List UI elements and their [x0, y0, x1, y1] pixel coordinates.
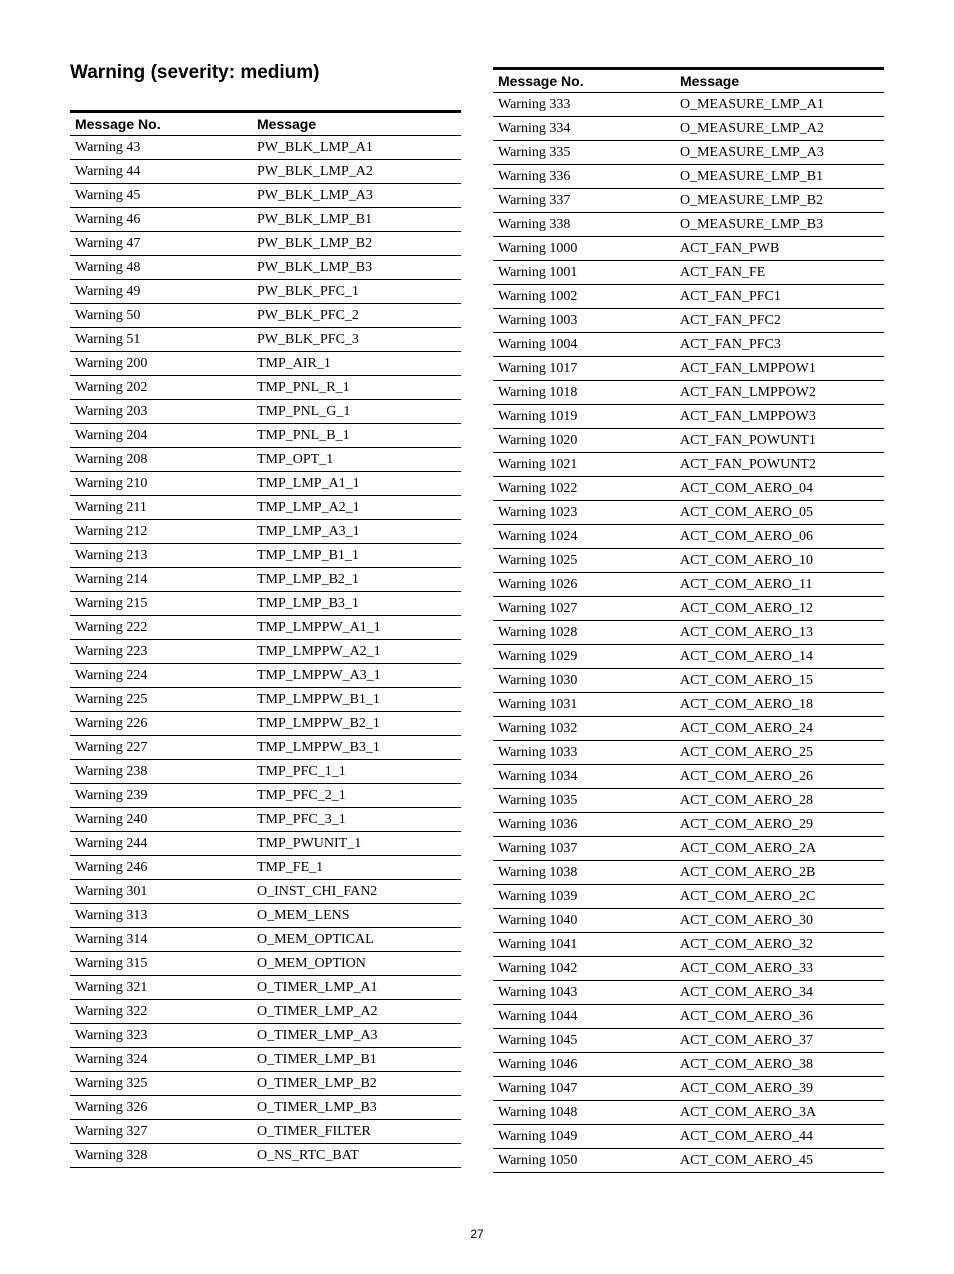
warning-table-right: [493, 67, 884, 1173]
message-no-cell: Warning 1041: [493, 933, 675, 957]
table-row: [70, 184, 461, 208]
table-row: [70, 832, 461, 856]
table-row: [70, 448, 461, 472]
message-no-cell: Warning 1037: [493, 837, 675, 861]
table-row: [493, 549, 884, 573]
message-no-cell: Warning 1043: [493, 981, 675, 1005]
message-cell: TMP_AIR_1: [252, 352, 461, 376]
table-row: [493, 405, 884, 429]
message-cell: ACT_COM_AERO_32: [675, 933, 884, 957]
table-row: [70, 1048, 461, 1072]
message-no-cell: Warning 333: [493, 93, 675, 117]
table-row: [493, 525, 884, 549]
table-row: [70, 904, 461, 928]
table-row: [70, 592, 461, 616]
message-cell: TMP_PWUNIT_1: [252, 832, 461, 856]
message-cell: ACT_COM_AERO_2B: [675, 861, 884, 885]
message-cell: ACT_COM_AERO_05: [675, 501, 884, 525]
message-cell: ACT_FAN_PFC2: [675, 309, 884, 333]
message-no-cell: Warning 1031: [493, 693, 675, 717]
message-no-cell: Warning 51: [70, 328, 252, 352]
message-cell: ACT_COM_AERO_30: [675, 909, 884, 933]
message-no-cell: Warning 335: [493, 141, 675, 165]
table-row: [493, 501, 884, 525]
table-row: [493, 645, 884, 669]
message-no-cell: Warning 226: [70, 712, 252, 736]
table-row: [493, 597, 884, 621]
message-cell: TMP_LMPPW_B1_1: [252, 688, 461, 712]
message-cell: ACT_FAN_POWUNT2: [675, 453, 884, 477]
table-body: [493, 93, 884, 1173]
message-no-cell: Warning 1019: [493, 405, 675, 429]
table-row: [70, 328, 461, 352]
table-row: [70, 1000, 461, 1024]
message-no-cell: Warning 323: [70, 1024, 252, 1048]
message-cell: TMP_LMP_B3_1: [252, 592, 461, 616]
page-number: 27: [470, 1227, 484, 1241]
message-cell: ACT_COM_AERO_36: [675, 1005, 884, 1029]
message-no-cell: Warning 334: [493, 117, 675, 141]
message-cell: TMP_PFC_3_1: [252, 808, 461, 832]
message-no-cell: Warning 1017: [493, 357, 675, 381]
message-no-cell: Warning 44: [70, 160, 252, 184]
table-row: [70, 376, 461, 400]
table-row: [493, 1125, 884, 1149]
table-row: [70, 640, 461, 664]
table-row: [493, 813, 884, 837]
table-row: [70, 736, 461, 760]
message-no-cell: Warning 208: [70, 448, 252, 472]
message-no-cell: Warning 50: [70, 304, 252, 328]
message-cell: ACT_COM_AERO_45: [675, 1149, 884, 1173]
table-row: [70, 496, 461, 520]
message-no-cell: Warning 211: [70, 496, 252, 520]
message-cell: ACT_COM_AERO_11: [675, 573, 884, 597]
section-title: Warning (severity: medium): [70, 62, 320, 83]
message-cell: TMP_FE_1: [252, 856, 461, 880]
message-cell: ACT_COM_AERO_29: [675, 813, 884, 837]
table-row: [70, 520, 461, 544]
table-row: [493, 717, 884, 741]
message-no-cell: Warning 326: [70, 1096, 252, 1120]
table-row: [70, 208, 461, 232]
message-cell: TMP_LMPPW_B2_1: [252, 712, 461, 736]
message-cell: TMP_LMPPW_A2_1: [252, 640, 461, 664]
message-cell: PW_BLK_LMP_B3: [252, 256, 461, 280]
table-row: [493, 237, 884, 261]
table-row: [493, 1005, 884, 1029]
table-row: [70, 304, 461, 328]
message-cell: PW_BLK_LMP_A3: [252, 184, 461, 208]
table-row: [493, 1053, 884, 1077]
message-cell: O_MEM_OPTION: [252, 952, 461, 976]
table-row: [493, 117, 884, 141]
message-cell: TMP_LMP_A1_1: [252, 472, 461, 496]
table-row: [493, 1077, 884, 1101]
table-row: [493, 213, 884, 237]
message-no-cell: Warning 215: [70, 592, 252, 616]
table-row: [493, 621, 884, 645]
table-row: [493, 429, 884, 453]
message-cell: ACT_FAN_POWUNT1: [675, 429, 884, 453]
message-cell: ACT_COM_AERO_18: [675, 693, 884, 717]
message-cell: PW_BLK_LMP_B1: [252, 208, 461, 232]
table-row: [70, 856, 461, 880]
table-row: [493, 861, 884, 885]
message-no-cell: Warning 1048: [493, 1101, 675, 1125]
table-row: [493, 381, 884, 405]
message-no-cell: Warning 1030: [493, 669, 675, 693]
message-cell: O_TIMER_LMP_A2: [252, 1000, 461, 1024]
message-no-cell: Warning 1036: [493, 813, 675, 837]
message-cell: O_MEASURE_LMP_A3: [675, 141, 884, 165]
message-cell: O_TIMER_LMP_B3: [252, 1096, 461, 1120]
message-cell: ACT_COM_AERO_44: [675, 1125, 884, 1149]
warning-table-left: [70, 110, 461, 1168]
message-no-cell: Warning 1018: [493, 381, 675, 405]
message-no-cell: Warning 1038: [493, 861, 675, 885]
message-no-cell: Warning 225: [70, 688, 252, 712]
message-no-cell: Warning 45: [70, 184, 252, 208]
message-no-cell: Warning 43: [70, 136, 252, 160]
table-row: [70, 424, 461, 448]
table-row: [493, 789, 884, 813]
message-no-cell: Warning 246: [70, 856, 252, 880]
message-cell: TMP_LMP_B1_1: [252, 544, 461, 568]
table-row: [70, 712, 461, 736]
message-no-cell: Warning 1022: [493, 477, 675, 501]
header-message: Message: [675, 69, 884, 93]
table-row: [493, 669, 884, 693]
message-cell: O_MEASURE_LMP_B3: [675, 213, 884, 237]
message-cell: ACT_FAN_LMPPOW1: [675, 357, 884, 381]
message-cell: O_NS_RTC_BAT: [252, 1144, 461, 1168]
message-cell: ACT_COM_AERO_04: [675, 477, 884, 501]
message-no-cell: Warning 1029: [493, 645, 675, 669]
table-row: [493, 765, 884, 789]
message-no-cell: Warning 336: [493, 165, 675, 189]
message-no-cell: Warning 1049: [493, 1125, 675, 1149]
message-cell: O_MEASURE_LMP_B2: [675, 189, 884, 213]
message-no-cell: Warning 1004: [493, 333, 675, 357]
message-no-cell: Warning 1050: [493, 1149, 675, 1173]
table-row: [70, 952, 461, 976]
table-row: [493, 693, 884, 717]
message-cell: O_MEASURE_LMP_A2: [675, 117, 884, 141]
message-cell: ACT_COM_AERO_3A: [675, 1101, 884, 1125]
message-no-cell: Warning 314: [70, 928, 252, 952]
message-no-cell: Warning 227: [70, 736, 252, 760]
table-row: [493, 141, 884, 165]
table-row: [70, 928, 461, 952]
message-cell: ACT_COM_AERO_26: [675, 765, 884, 789]
message-cell: O_MEASURE_LMP_B1: [675, 165, 884, 189]
message-no-cell: Warning 213: [70, 544, 252, 568]
table-row: [70, 976, 461, 1000]
message-cell: TMP_PFC_1_1: [252, 760, 461, 784]
message-no-cell: Warning 48: [70, 256, 252, 280]
table-body: [70, 136, 461, 1168]
table-row: [493, 933, 884, 957]
message-no-cell: Warning 1039: [493, 885, 675, 909]
table-row: [493, 909, 884, 933]
message-no-cell: Warning 328: [70, 1144, 252, 1168]
message-no-cell: Warning 202: [70, 376, 252, 400]
message-no-cell: Warning 204: [70, 424, 252, 448]
message-no-cell: Warning 1028: [493, 621, 675, 645]
message-no-cell: Warning 212: [70, 520, 252, 544]
message-cell: ACT_COM_AERO_2A: [675, 837, 884, 861]
message-cell: ACT_COM_AERO_15: [675, 669, 884, 693]
message-no-cell: Warning 321: [70, 976, 252, 1000]
message-no-cell: Warning 337: [493, 189, 675, 213]
table-row: [70, 232, 461, 256]
table-row: [493, 165, 884, 189]
message-no-cell: Warning 203: [70, 400, 252, 424]
message-cell: O_TIMER_LMP_A1: [252, 976, 461, 1000]
message-no-cell: Warning 1040: [493, 909, 675, 933]
message-no-cell: Warning 301: [70, 880, 252, 904]
message-cell: TMP_LMPPW_A3_1: [252, 664, 461, 688]
table-row: [70, 1072, 461, 1096]
message-cell: ACT_COM_AERO_25: [675, 741, 884, 765]
message-no-cell: Warning 1035: [493, 789, 675, 813]
message-cell: TMP_LMPPW_A1_1: [252, 616, 461, 640]
table-row: [493, 981, 884, 1005]
message-no-cell: Warning 1032: [493, 717, 675, 741]
message-cell: ACT_COM_AERO_06: [675, 525, 884, 549]
table-row: [493, 477, 884, 501]
message-cell: ACT_COM_AERO_24: [675, 717, 884, 741]
message-cell: ACT_FAN_FE: [675, 261, 884, 285]
table-row: [70, 1096, 461, 1120]
message-cell: PW_BLK_PFC_3: [252, 328, 461, 352]
message-no-cell: Warning 49: [70, 280, 252, 304]
message-cell: ACT_COM_AERO_33: [675, 957, 884, 981]
table-row: [493, 573, 884, 597]
table-row: [70, 688, 461, 712]
message-cell: O_TIMER_FILTER: [252, 1120, 461, 1144]
message-no-cell: Warning 1002: [493, 285, 675, 309]
message-cell: TMP_PNL_R_1: [252, 376, 461, 400]
message-cell: ACT_FAN_LMPPOW3: [675, 405, 884, 429]
table-row: [70, 136, 461, 160]
message-cell: O_TIMER_LMP_B1: [252, 1048, 461, 1072]
message-no-cell: Warning 325: [70, 1072, 252, 1096]
table-row: [70, 784, 461, 808]
message-cell: ACT_FAN_PFC3: [675, 333, 884, 357]
message-no-cell: Warning 222: [70, 616, 252, 640]
table-row: [493, 285, 884, 309]
table-row: [493, 357, 884, 381]
message-no-cell: Warning 1001: [493, 261, 675, 285]
message-cell: TMP_LMPPW_B3_1: [252, 736, 461, 760]
message-cell: PW_BLK_PFC_2: [252, 304, 461, 328]
message-cell: PW_BLK_LMP_A2: [252, 160, 461, 184]
table-row: [493, 189, 884, 213]
message-cell: O_TIMER_LMP_A3: [252, 1024, 461, 1048]
message-no-cell: Warning 1021: [493, 453, 675, 477]
message-no-cell: Warning 244: [70, 832, 252, 856]
table-row: [70, 616, 461, 640]
message-no-cell: Warning 1042: [493, 957, 675, 981]
message-no-cell: Warning 223: [70, 640, 252, 664]
message-no-cell: Warning 214: [70, 568, 252, 592]
message-no-cell: Warning 1045: [493, 1029, 675, 1053]
message-cell: O_MEM_LENS: [252, 904, 461, 928]
message-no-cell: Warning 338: [493, 213, 675, 237]
table-row: [70, 880, 461, 904]
message-no-cell: Warning 1003: [493, 309, 675, 333]
table-row: [493, 885, 884, 909]
table-row: [70, 160, 461, 184]
message-no-cell: Warning 1026: [493, 573, 675, 597]
message-cell: ACT_COM_AERO_28: [675, 789, 884, 813]
message-no-cell: Warning 1033: [493, 741, 675, 765]
message-no-cell: Warning 1046: [493, 1053, 675, 1077]
message-cell: ACT_COM_AERO_12: [675, 597, 884, 621]
table-row: [70, 280, 461, 304]
table-row: [493, 453, 884, 477]
table-row: [493, 1029, 884, 1053]
table-row: [493, 741, 884, 765]
header-message-no: Message No.: [493, 69, 675, 93]
message-no-cell: Warning 322: [70, 1000, 252, 1024]
message-cell: ACT_COM_AERO_38: [675, 1053, 884, 1077]
table-row: [493, 957, 884, 981]
table-row: [70, 400, 461, 424]
message-cell: ACT_COM_AERO_37: [675, 1029, 884, 1053]
message-cell: ACT_FAN_PFC1: [675, 285, 884, 309]
message-cell: ACT_COM_AERO_39: [675, 1077, 884, 1101]
message-cell: ACT_COM_AERO_2C: [675, 885, 884, 909]
message-cell: ACT_COM_AERO_14: [675, 645, 884, 669]
message-cell: TMP_PNL_B_1: [252, 424, 461, 448]
table-row: [70, 544, 461, 568]
table-row: [70, 472, 461, 496]
message-no-cell: Warning 240: [70, 808, 252, 832]
message-cell: PW_BLK_PFC_1: [252, 280, 461, 304]
message-no-cell: Warning 1025: [493, 549, 675, 573]
table-header-row: [70, 112, 461, 136]
table-row: [70, 664, 461, 688]
message-cell: ACT_COM_AERO_13: [675, 621, 884, 645]
message-cell: TMP_OPT_1: [252, 448, 461, 472]
message-no-cell: Warning 46: [70, 208, 252, 232]
table-row: [493, 93, 884, 117]
message-no-cell: Warning 327: [70, 1120, 252, 1144]
message-no-cell: Warning 1044: [493, 1005, 675, 1029]
message-cell: TMP_LMP_A3_1: [252, 520, 461, 544]
message-cell: O_MEASURE_LMP_A1: [675, 93, 884, 117]
message-no-cell: Warning 1047: [493, 1077, 675, 1101]
table-row: [493, 1149, 884, 1173]
message-no-cell: Warning 239: [70, 784, 252, 808]
message-cell: O_TIMER_LMP_B2: [252, 1072, 461, 1096]
table-row: [70, 1024, 461, 1048]
message-no-cell: Warning 1000: [493, 237, 675, 261]
message-no-cell: Warning 1034: [493, 765, 675, 789]
message-cell: ACT_FAN_PWB: [675, 237, 884, 261]
message-cell: TMP_PFC_2_1: [252, 784, 461, 808]
table-row: [493, 1101, 884, 1125]
table-row: [493, 837, 884, 861]
message-no-cell: Warning 210: [70, 472, 252, 496]
table-row: [70, 760, 461, 784]
message-cell: PW_BLK_LMP_A1: [252, 136, 461, 160]
message-cell: ACT_COM_AERO_34: [675, 981, 884, 1005]
table-row: [70, 568, 461, 592]
message-no-cell: Warning 47: [70, 232, 252, 256]
table-row: [493, 261, 884, 285]
message-cell: TMP_LMP_B2_1: [252, 568, 461, 592]
table-row: [70, 1144, 461, 1168]
table-row: [70, 1120, 461, 1144]
table-row: [493, 309, 884, 333]
message-no-cell: Warning 200: [70, 352, 252, 376]
message-no-cell: Warning 324: [70, 1048, 252, 1072]
message-cell: PW_BLK_LMP_B2: [252, 232, 461, 256]
message-no-cell: Warning 1023: [493, 501, 675, 525]
message-cell: TMP_LMP_A2_1: [252, 496, 461, 520]
table-header-row: [493, 69, 884, 93]
message-cell: ACT_COM_AERO_10: [675, 549, 884, 573]
table-row: [70, 352, 461, 376]
message-no-cell: Warning 224: [70, 664, 252, 688]
message-cell: ACT_FAN_LMPPOW2: [675, 381, 884, 405]
table-row: [70, 256, 461, 280]
message-no-cell: Warning 1027: [493, 597, 675, 621]
message-cell: O_INST_CHI_FAN2: [252, 880, 461, 904]
table-row: [70, 808, 461, 832]
message-no-cell: Warning 1020: [493, 429, 675, 453]
table-row: [493, 333, 884, 357]
message-no-cell: Warning 238: [70, 760, 252, 784]
message-cell: TMP_PNL_G_1: [252, 400, 461, 424]
header-message: Message: [252, 112, 461, 136]
message-no-cell: Warning 315: [70, 952, 252, 976]
message-cell: O_MEM_OPTICAL: [252, 928, 461, 952]
message-no-cell: Warning 313: [70, 904, 252, 928]
header-message-no: Message No.: [70, 112, 252, 136]
message-no-cell: Warning 1024: [493, 525, 675, 549]
